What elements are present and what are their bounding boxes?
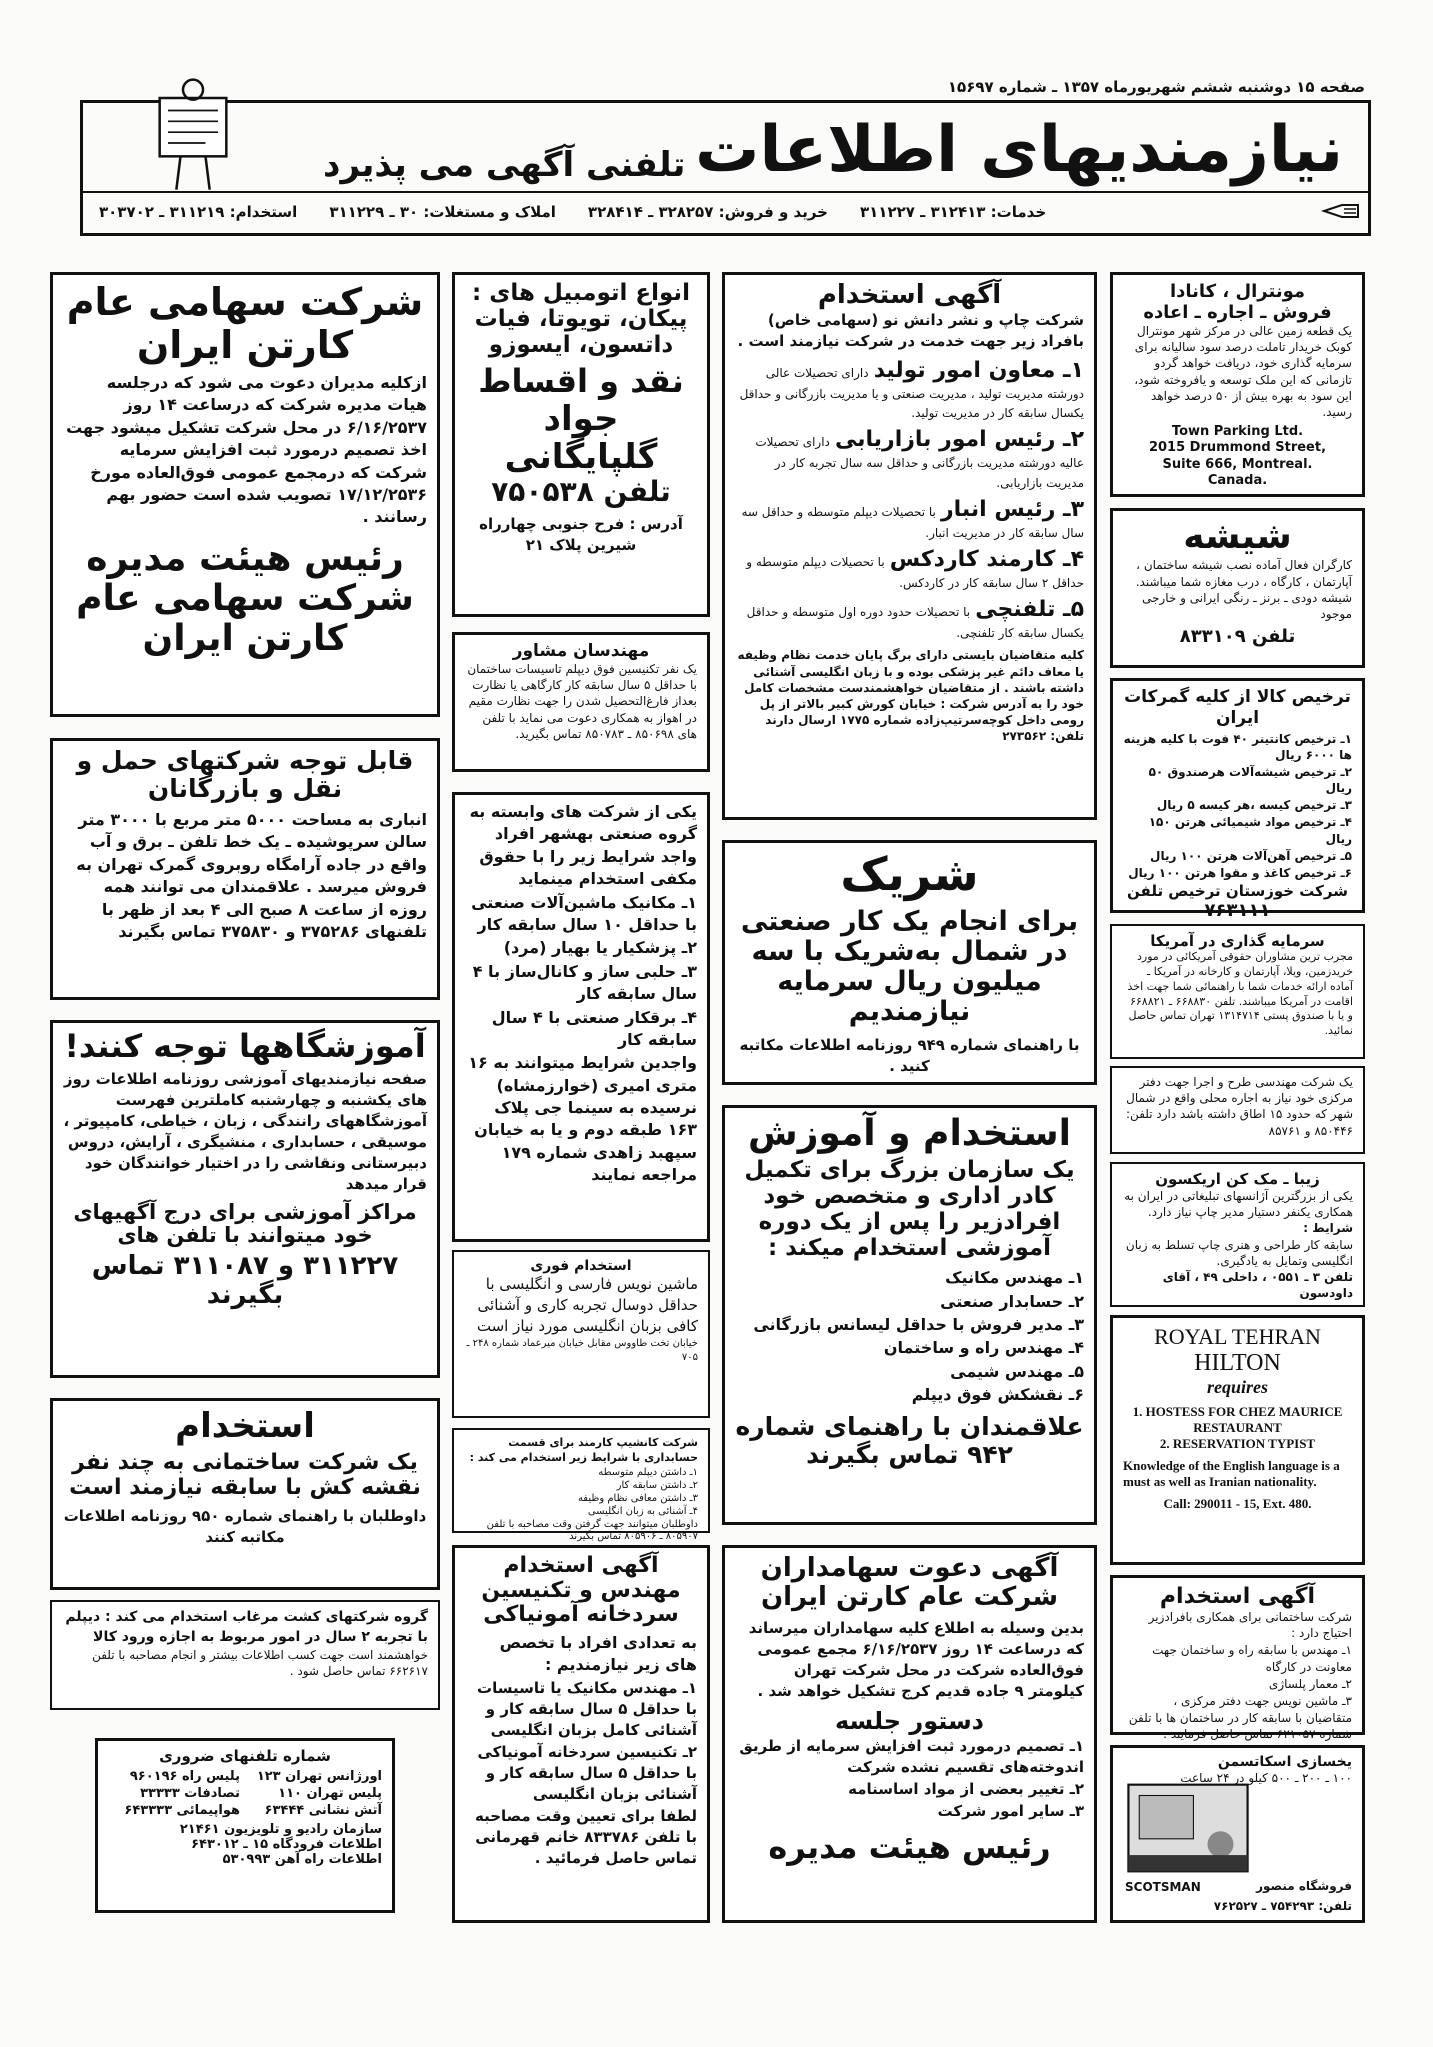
job-description: دارای تحصیلات عالیه دورشته مدیریت بازرگانی و حداقل سه سال تجربه کار در مدیریت بازاریابی.: [755, 435, 1084, 490]
hilton-body: Knowledge of the English language is a must as well as Iranian nationality.: [1123, 1458, 1340, 1489]
emergency-item: تصادفات ۳۳۳۳۳: [140, 1786, 240, 1801]
list-item: ۲ـ تغییر بعضی از مواد اساسنامه: [848, 1780, 1084, 1799]
scotsman-capacity: ۱۰۰ ـ ۲۰۰ ـ ۵۰۰ کیلو در ۲۴ ساعت: [1180, 1771, 1352, 1785]
cars-address: آدرس : فرح جنوبی چهارراه شیرین پلاک ۲۱: [479, 514, 683, 554]
ad-hilton: [1110, 1315, 1365, 1565]
cars-terms: نقد و اقساط: [478, 362, 684, 401]
emergency-extra-2: اطلاعات فرودگاه ۱۵ ـ ۶۴۳۰۱۲: [191, 1837, 382, 1852]
schools-cta: مراکز آموزشی برای درج آگهیهای خود میتوانند با تلفن های: [73, 1199, 417, 1248]
phone-real-estate: املاک و مستغلات: ۳۰ ـ ۳۱۱۲۲۹: [329, 203, 556, 221]
printing-item-1: [735, 358, 1084, 421]
montreal-subtitle: فروش ـ اجاره ـ اعاده: [1143, 302, 1332, 323]
zibamak-body: یکی از بزرگترین آژانسهای تبلیغاتی در ایران به همکاری یکنفر دستیار مدیر چاپ نیاز دارد.: [1124, 1189, 1353, 1220]
list-item: ۶ـ نقشکش فوق دیپلم: [911, 1385, 1084, 1405]
hilton-line1: ROYAL TEHRAN: [1154, 1324, 1321, 1349]
masthead-subtitle: تلفنی آگهی می پذیرد: [323, 145, 686, 185]
ad-farm: [50, 1600, 440, 1710]
ad-partner: [722, 840, 1097, 1085]
ad-investment: [1110, 924, 1365, 1059]
masthead-phone-bar: [83, 191, 1368, 231]
list-item: ۱ـ تصمیم درمورد ثبت افزایش سرمایه از طریق اندوخته‌های تقسیم نشده شرکت: [739, 1737, 1084, 1777]
ad-transport: [50, 738, 440, 1000]
emergency-grid: [108, 1769, 382, 1818]
job-description: با تحصیلات حدود دوره اول متوسطه و حداقل یکسال سابقه کار تلفنچی.: [746, 605, 1084, 641]
zibamak-conditions-title: شرایط :: [1303, 1221, 1353, 1236]
urgent-body: ماشین نویس فارسی و انگلیسی با حداقل دوسال تجربه کاری و آشنائی کافی بزبان انگلیسی مورد نیاز است: [476, 1275, 698, 1335]
montreal-address: [1123, 424, 1352, 489]
emergency-item: آتش نشانی ۶۳۴۴۴: [264, 1803, 382, 1818]
list-item: ۲ـ معمار پلساژی: [1268, 1676, 1352, 1691]
ad-accounting: [452, 1428, 710, 1542]
emergency-item: اورژانس تهران ۱۲۳: [256, 1769, 382, 1784]
hilton-item-1: 1. HOSTESS FOR CHEZ MAURICE RESTAURANT: [1132, 1404, 1343, 1435]
ad-shareholders: [722, 1545, 1097, 1923]
list-item: ۳ـ سایر امور شرکت: [937, 1802, 1084, 1821]
cars-title: انواع اتومبیل های :: [472, 280, 690, 306]
ad-printing: [722, 272, 1097, 820]
partner-title: شریک: [840, 847, 979, 901]
ad-schools: [50, 1020, 440, 1378]
pointing-hand-icon: [1322, 199, 1362, 223]
list-item: ۱ـ مهندس با سابقه راه و ساختمان جهت معاونت در کارگاه: [1152, 1643, 1352, 1674]
ad-customs: [1110, 678, 1365, 922]
ad-zibamak: [1110, 1162, 1365, 1307]
emergency-phones: [95, 1738, 395, 1913]
job-description: دارای تحصیلات عالی دورشته مدیریت تولید ، مدیریت صنعتی و یا مدیریت بازرگانی و حداقل یکسال سابقه کار در مدیریت تولید.: [739, 366, 1084, 421]
technician-footer: لطفا برای تعیین وقت مصاحبه با تلفن ۸۳۳۷۸۶ خانم قهرمانی تماس حاصل فرمائید .: [474, 1806, 697, 1867]
job-title: ۳ـ رئیس انبار: [941, 496, 1084, 522]
industrial-footer: واجدین شرایط میتوانند به ۱۶ متری امیری (خوارزمشاه) نرسیده به سینما جی پلاک ۱۶۳ طبقه دوم و یا به خیابان سپهبد زاهدی شماره ۱۷۹ مراجعه نمایند: [468, 1053, 697, 1185]
page-info-line: صفحه ۱۵ دوشنبه ششم شهریورماه ۱۳۵۷ ـ شماره ۱۵۶۹۷: [947, 78, 1365, 96]
karton-title: شرکت سهامی عام کارتن ایران: [66, 280, 424, 367]
emergency-title: شماره تلفنهای ضروری: [159, 1747, 331, 1765]
shareholders-agenda: [735, 1736, 1084, 1822]
job-title: ۵ـ تلفنچی: [975, 597, 1084, 623]
technician-sub: مهندس و تکنیسین سردخانه آمونیاکی: [481, 1577, 681, 1628]
address-line: Canada.: [1207, 472, 1268, 488]
phone-buy-sell: خرید و فروش: ۳۲۸۲۵۷ ـ ۳۲۸۴۱۴: [587, 203, 828, 221]
ad-industrial: [452, 792, 710, 1242]
consult-title: مهندسان مشاور: [512, 641, 650, 661]
printing-item-4: [735, 547, 1084, 591]
printing-title: آگهی استخدام: [817, 280, 1002, 310]
phone-employment: استخدام: ۳۱۱۲۱۹ ـ ۳۰۳۷۰۲: [99, 203, 298, 221]
address-line: Suite 666, Montreal.: [1162, 456, 1313, 472]
karton-sign: رئیس هیئت مدیره شرکت سهامی عام کارتن ایران: [76, 537, 414, 660]
training-title: استخدام و آموزش: [748, 1113, 1071, 1154]
training-list: [735, 1267, 1084, 1406]
partner-footer: با راهنمای شماره ۹۴۹ روزنامه اطلاعات مکاتبه کنید .: [739, 1036, 1080, 1076]
list-item: ۳ـ ترخیص کیسه ،هر کیسه ۵ ریال: [1156, 798, 1352, 813]
ad-scotsman: [1110, 1745, 1365, 1923]
masthead-title: نیازمندیهای اطلاعات: [695, 113, 1343, 187]
hilton-line2: HILTON: [1194, 1350, 1281, 1376]
investment-title: سرمایه گذاری در آمریکا: [1150, 932, 1325, 950]
customs-phone: ۷۶۳۱۱۱: [1204, 900, 1271, 922]
schools-body: صفحه نیازمندیهای آموزشی روزنامه اطلاعات روز های یکشنبه و چهارشنبه کاملترین فهرست آموزشگاههای رانندگی ، زبان ، خیاطی، کامپیوتر ، موسیقی ، حسابداری ، منشیگری ، آرایش، دروس دبیرستانی ونقاشی را در اختیار خوانندگان خود قرار میدهد: [63, 1069, 427, 1193]
job-description: با تحصیلات دیپلم متوسطه و حداقل ۲ سال سابقه کار در کاردکس.: [746, 555, 1084, 591]
farm-footer: خواهشمند است جهت کسب اطلاعات بیشتر و انجام مصاحبه با تلفن ۶۶۲۶۱۷ تماس حاصل شود .: [92, 1648, 428, 1679]
ad-building: [50, 1398, 440, 1590]
cars-dealer: جواد گلپایگانی: [504, 399, 658, 478]
shareholders-title: آگهی دعوت سهامداران شرکت عام کارتن ایران: [760, 1553, 1059, 1613]
ad-montreal: [1110, 272, 1365, 497]
zibamak-phone: تلفن ۳ ـ ۰۵۵۱ ، داخلی ۴۹ ، آقای داودسون: [1162, 1269, 1353, 1301]
list-item: ۱ـ داشتن دیپلم متوسطه: [598, 1466, 698, 1478]
hilton-line3: requires: [1206, 1377, 1268, 1397]
schools-title: آموزشگاهها توجه کنند!: [64, 1027, 426, 1065]
transport-title: قابل توجه شرکتهای حمل و نقل و بازرگانان: [76, 746, 414, 803]
cars-models: پیکان، تویوتا، فیات داتسون، ایسوزو: [474, 305, 688, 358]
address-line: 2015 Drummond Street,: [1148, 440, 1327, 456]
list-item: ۲ـ داشتن سابقه کار: [616, 1479, 698, 1491]
building-body: یک شرکت ساختمانی به چند نفر نقشه کش با سابقه نیازمند است: [69, 1450, 421, 1500]
list-item: ۴ـ مهندس راه و ساختمان: [883, 1338, 1084, 1358]
ad-glass: [1110, 508, 1365, 668]
emergency-item: پلیس راه ۹۶۰۱۹۶: [129, 1769, 240, 1784]
scotsman-phones: تلفن: ۷۵۴۲۹۳ ـ ۷۶۲۵۲۷: [1213, 1898, 1352, 1913]
construction-footer: متقاضیان با سابقه کار در ساختمان ها با تلفن شماره ۶۲۱۰۵۷ تماس حاصل فرمایند .: [1128, 1711, 1352, 1742]
list-item: ۱ـ مکانیک ماشین‌آلات صنعتی با حداقل ۱۰ سال سابقه کار: [471, 892, 697, 934]
list-item: ۴ـ آشنائی به زبان انگلیسی: [587, 1505, 698, 1517]
list-item: ۳ـ مدیر فروش با حداقل لیسانس بازرگانی: [753, 1315, 1084, 1335]
list-item: ۳ـ ماشین نویس جهت دفتر مرکزی ،: [1173, 1693, 1352, 1708]
glass-title: شیشه: [1183, 516, 1292, 557]
customs-list: [1123, 731, 1352, 882]
industrial-body: یکی از شرکت های وابسته به گروه صنعتی بهشهر افراد واجد شرایط زیر را با حقوق مکفی استخدام مینماید: [469, 802, 697, 889]
scotsman-brand: SCOTSMAN: [1125, 1880, 1201, 1894]
montreal-title: مونترال ، کانادا: [1169, 281, 1306, 302]
emergency-extra-3: اطلاعات راه آهن ۵۳۰۹۹۳: [222, 1852, 382, 1867]
job-title: ۱ـ معاون امور تولید: [873, 358, 1084, 384]
ad-urgent: [452, 1250, 710, 1418]
customs-title: ترخیص کالا از کلیه گمرکات ایران: [1124, 687, 1351, 729]
address-line: Town Parking Ltd.: [1171, 424, 1304, 440]
list-item: ۵ـ ترخیص آهن‌آلات هرتن ۱۰۰ ریال: [1150, 848, 1352, 863]
list-item: ۳ـ حلبی ساز و کانال‌ساز با ۴ سال سابقه کار: [472, 961, 697, 1004]
shareholders-sign: رئیس هیئت مدیره: [768, 1828, 1051, 1867]
list-item: ۲ـ پزشکیار یا بهیار (مرد): [503, 938, 697, 958]
accounting-title: شرکت کانشیپ کارمند برای قسمت حسابداری با شرایط زیر استخدام می کند :: [469, 1436, 698, 1464]
engineering-body: یک شرکت مهندسی طرح و اجرا جهت دفتر مرکزی خود نیاز به اجاره محلی واقع در شمال شهر که حدود ۱۵ اطاق داشته باشد دارد تلفن: ۸۵۰۴۴۶ و ۸۵۷۶۱: [1126, 1075, 1353, 1138]
printing-item-2: [735, 427, 1084, 490]
consult-body: یک نفر تکنیسین فوق دیپلم تاسیسات ساختمان با حداقل ۵ سال سابقه کار کارگاهی یا نظارت بعداز فارغ‌التحصیل شدن را جهت نظارت مقیم در اهواز به همکاری دعوت می نماید با تلفن های ۸۵۰۶۹۸ ـ ۸۵۰۷۸۳ تماس بگیرید.: [467, 662, 697, 741]
ice-machine-image: [1123, 1778, 1253, 1878]
list-item: ۴ـ ترخیص مواد شیمیائی هرتن ۱۵۰ ریال: [1148, 815, 1352, 846]
job-description: با تحصیلات دیپلم متوسطه و حداقل سه سال سابقه کار در مدیریت انبار.: [741, 504, 1084, 540]
accounting-footer: داوطلبان میتوانند جهت گرفتن وقت مصاحبه با تلفن ۸۰۵۹۰۷ ـ ۸۰۵۹۰۶ تماس بگیرند: [486, 1518, 698, 1542]
industrial-list: [465, 892, 697, 1052]
building-title: استخدام: [175, 1406, 315, 1446]
phone-services: خدمات: ۳۱۲۴۱۳ ـ ۳۱۱۲۲۷: [859, 203, 1047, 221]
masthead: [80, 100, 1371, 236]
accounting-list: [464, 1467, 698, 1518]
ad-technician: [452, 1545, 710, 1923]
list-item: ۶ـ ترخیص کاغذ و مقوا هرتن ۱۰۰ ریال: [1128, 866, 1352, 880]
karton-body: ازکلیه مدیران دعوت می شود که درجلسه هیات مدیره شرکت که درساعت ۱۴ روز ۶/۱۶/۲۵۳۷ در محل شرکت تشکیل میشود جهت اخذ تصمیم درمورد ثبت افزایش سرمایه شرکت که درمجمع عمومی فوق‌العاده مورخ ۱۷/۱۲/۲۵۳۶ تصویب شده است حضور بهم رسانند .: [66, 373, 427, 527]
ad-consult: [452, 632, 710, 772]
scotsman-store: فروشگاه منصور: [1256, 1878, 1352, 1893]
construction-body: شرکت ساختمانی برای همکاری بافرادزیر احتیاج دارد :: [1148, 1610, 1352, 1641]
cars-phone: تلفن ۷۵۰۵۳۸: [491, 475, 671, 509]
transport-body: انباری به مساحت ۵۰۰۰ متر مربع با ۳۰۰۰ متر سالن سرپوشیده ـ یک خط تلفن ـ برق و آب واقع در جاده آرامگاه روبروی گمرک تهران به فروش میرسد . علاقمندان می توانند همه روزه از ساعت ۸ صبح الی ۴ بعد از ظهر با تلفنهای ۳۷۵۲۸۶ و ۳۷۵۸۳۰ تماس بگیرند: [76, 810, 427, 941]
list-item: ۴ـ برقکار صنعتی با ۴ سال سابقه کار: [491, 1007, 697, 1049]
building-footer: داوطلبان با راهنمای شماره ۹۵۰ روزنامه اطلاعات مکاتبه کنند: [63, 1507, 427, 1547]
emergency-item: هواپیمائی ۶۴۳۳۳۳: [124, 1803, 240, 1818]
investment-body: مجرب ترین مشاوران حقوقی آمریکائی در مورد خریدزمین، ویلا، آپارتمان و کارخانه در آمریکا ـ آماده ارائه خدمات شما با راهنمائی شما جهت اخذ اقامت در آمریکا میباشند. تلفن ۶۶۸۸۳۰ ـ ۶۶۸۸۲۱ و یا با صندوق پستی ۱۳۱۴۷۱۴ تهران تماس حاصل نمائید.: [1127, 950, 1353, 1038]
glass-body: کارگران فعال آماده نصب شیشه ساختمان ، آپارتمان ، کارگاه ، درب مغازه شما میباشند. شیشه دودی ـ برنز ـ رنگی ایرانی و خارجی موجود: [1135, 558, 1352, 621]
construction-title: آگهی استخدام: [1159, 1584, 1316, 1609]
hilton-item-2: 2. RESERVATION TYPIST: [1159, 1436, 1316, 1451]
zibamak-title: زیبا ـ مک کن اریکسون: [1155, 1170, 1320, 1188]
list-item: ۱ـ ترخیص کانتینر ۴۰ فوت با کلیه هزینه ها ۶۰۰۰ ریال: [1123, 731, 1352, 762]
customs-company: شرکت خوزستان ترخیص تلفن: [1127, 882, 1348, 901]
list-item: ۲ـ حسابدار صنعتی: [940, 1291, 1084, 1311]
list-item: ۱ـ مهندس مکانیک یا تاسیسات با حداقل ۵ سال سابقه کار و آشنائی کامل بزبان انگلیسی: [477, 1678, 697, 1739]
scotsman-title: یخسازی اسکاتسمن: [1217, 1754, 1352, 1770]
list-item: ۳ـ داشتن معافی نظام وظیفه: [577, 1492, 698, 1504]
zibamak-conditions: سابقه کار طراحی و هنری چاپ تسلط به زبان انگلیسی وتمایل به یادگیری.: [1125, 1237, 1353, 1268]
technician-body: به تعدادی افراد با تخصص های زیر نیازمندیم :: [499, 1632, 697, 1675]
printing-intro: شرکت چاپ و نشر دانش نو (سهامی خاص) بافراد زیر جهت خدمت در شرکت نیازمند است .: [737, 311, 1084, 351]
list-item: ۲ـ ترخیص شیشه‌آلات هرصندوق ۵۰ ریال: [1148, 764, 1352, 796]
construction-list: [1123, 1642, 1352, 1709]
job-title: ۴ـ کارمند کاردکس: [889, 547, 1084, 573]
list-item: ۲ـ تکنیسین سردخانه آمونیاکی با حداقل ۵ سال سابقه کار و آشنائی بزبان انگلیسی: [477, 1742, 697, 1803]
farm-body: گروه شرکتهای کشت مرغاب استخدام می کند : دیپلم با تجربه ۲ سال در امور مربوط به اجازه ورود کالا: [65, 1609, 428, 1645]
printing-item-3: [735, 497, 1084, 541]
montreal-body: یک قطعه زمین عالی در مرکز شهر مونترال کوبک خریدار تاملت درصد سود سالیانه برای سرمایه گذاری خود، دریافت خواهد گردو تازمانی که این ملک توسعه و یافروخته شود، این سود به بهره بیش از ۵۰ درصد خواهد رسید.: [1134, 324, 1352, 419]
schools-phones: ۳۱۱۲۲۷ و ۳۱۱۰۸۷ تماس بگیرند: [91, 1250, 399, 1310]
training-body: یک سازمان بزرگ برای تکمیل کادر اداری و متخصص خود افرادزیر را پس از یک دوره آموزشی استخدام میکند :: [744, 1157, 1075, 1261]
training-footer: علاقمندان با راهنمای شماره ۹۴۲ تماس بگیرند: [735, 1411, 1084, 1469]
technician-list: [465, 1678, 697, 1805]
glass-phone: تلفن ۸۳۳۱۰۹: [1179, 626, 1296, 648]
ad-training: [722, 1105, 1097, 1525]
printing-footer: کلیه متقاضیان بایستی دارای برگ پایان خدمت نظام وظیفه یا معاف دائم غیر پزشکی بوده و با زبان انگلیسی آشنائی داشته باشند . از متقاضیان خواهشمندست مشخصات کامل خود را به آدرس شرکت : خیابان کورش کبیر بالاتر از پل رومی داخل کوچه‌سرتیپ‌زاده شماره ۱۷۷۵ ارسال دارند تلفن: ۲۷۳۵۶۲: [737, 648, 1084, 744]
printing-item-5: [735, 597, 1084, 641]
urgent-address: خیابان تخت طاووس مقابل خیابان میرعماد شماره ۲۴۸ ـ ۷۰۵: [466, 1338, 698, 1363]
list-item: ۱ـ مهندس مکانیک: [945, 1268, 1084, 1288]
ad-engineering-office: [1110, 1066, 1365, 1154]
emergency-extra-1: سازمان رادیو و تلویزیون ۲۱۴۶۱: [179, 1822, 382, 1837]
ad-karton: [50, 272, 440, 717]
technician-title: آگهی استخدام: [503, 1553, 659, 1578]
shareholders-body: بدین وسیله به اطلاع کلیه سهامداران میرساند که درساعت ۱۴ روز ۶/۱۶/۲۵۳۷ مجمع عمومی فوق‌العاده شرکت در محل شرکت تهران کیلومتر ۹ جاده قدیم کرج تشکیل خواهد شد .: [748, 1619, 1084, 1701]
ad-cars: [452, 272, 710, 617]
urgent-title: استخدام فوری: [530, 1258, 632, 1274]
list-item: ۵ـ مهندس شیمی: [950, 1361, 1084, 1381]
partner-body: برای انجام یک کار صنعتی در شمال به‌شریک با سه میلیون ریال سرمایه نیازمندیم: [740, 905, 1079, 1028]
job-title: ۲ـ رئیس امور بازاریابی: [835, 427, 1084, 453]
hilton-call: Call: 290011 - 15, Ext. 480.: [1163, 1496, 1312, 1511]
emergency-item: پلیس تهران ۱۱۰: [278, 1786, 382, 1801]
shareholders-agenda-title: دستور جلسه: [834, 1707, 984, 1736]
ad-construction: [1110, 1575, 1365, 1742]
